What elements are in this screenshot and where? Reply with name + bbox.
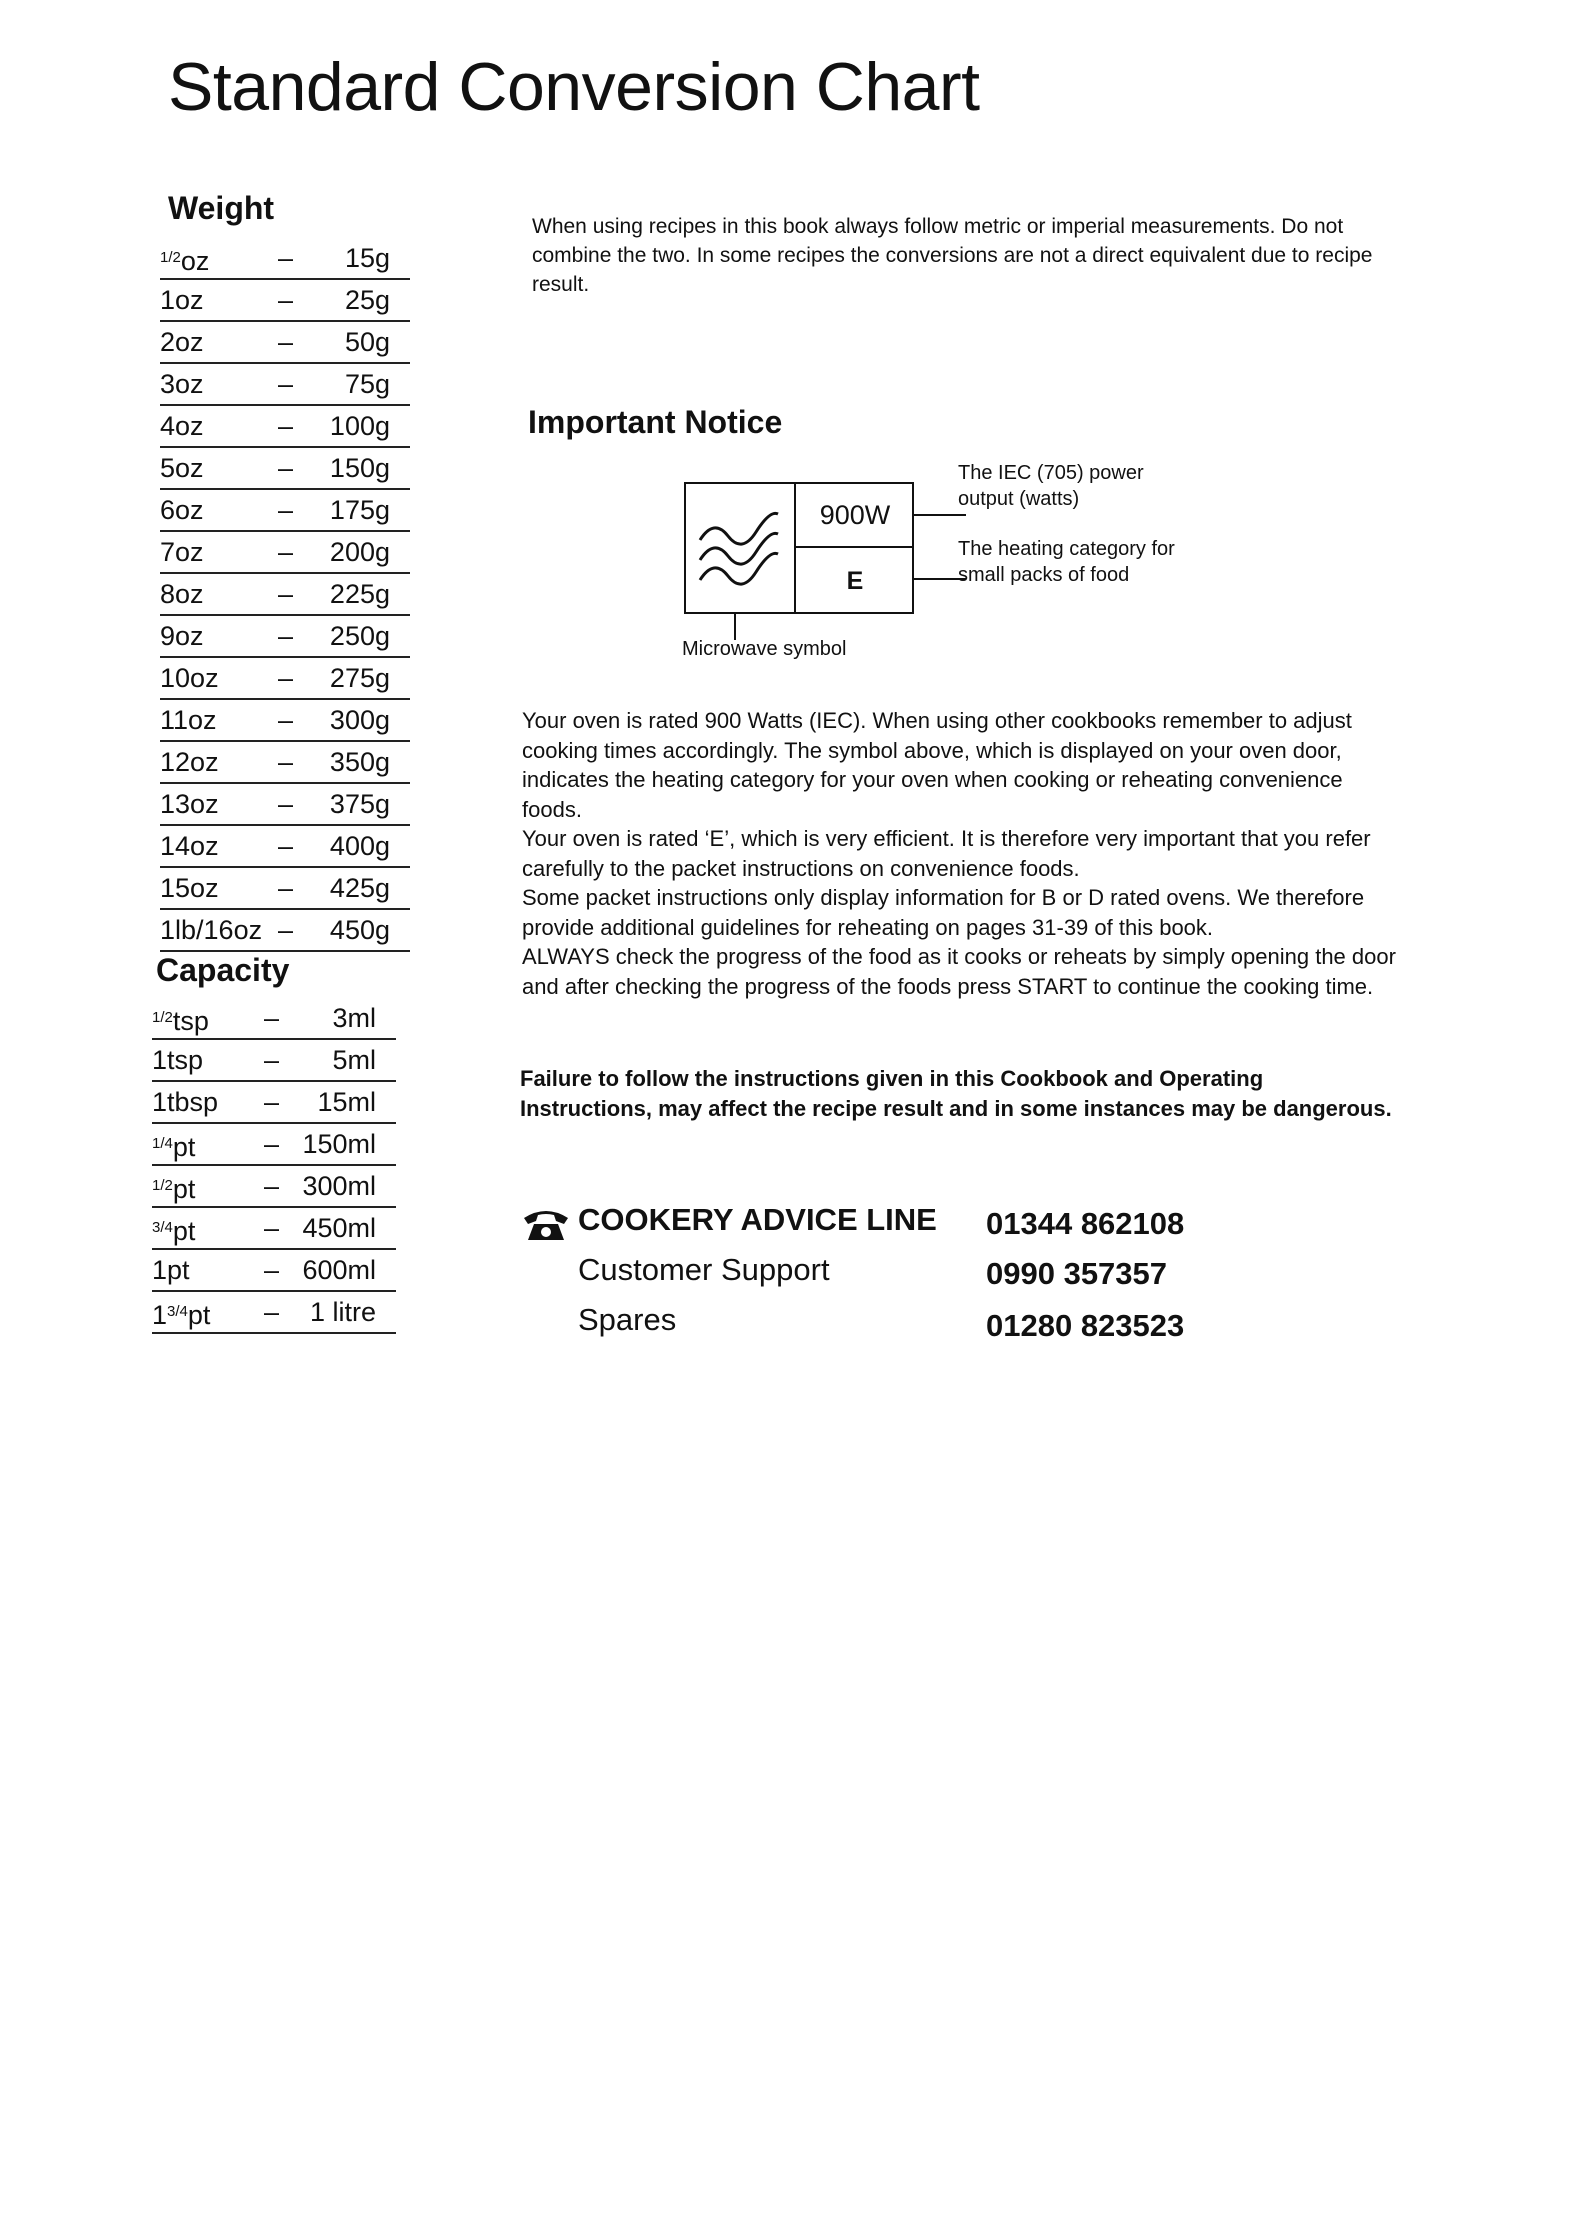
contact-label: Customer Support xyxy=(578,1252,830,1287)
imperial-unit: tsp xyxy=(167,1045,204,1075)
separator-dash: – xyxy=(278,915,294,945)
imperial-unit: oz xyxy=(175,285,204,315)
imperial-unit: oz xyxy=(175,621,204,651)
imperial-unit: oz xyxy=(190,747,219,777)
capacity-heading: Capacity xyxy=(156,952,290,988)
weight-heading: Weight xyxy=(168,190,275,226)
weight-imperial xyxy=(160,238,209,281)
separator-dash: – xyxy=(278,831,294,861)
weight-imperial xyxy=(160,784,219,824)
weight-row xyxy=(160,364,410,406)
imperial-unit: oz xyxy=(175,579,204,609)
contact-label: Spares xyxy=(578,1302,677,1337)
capacity-imperial xyxy=(152,1082,218,1122)
separator-dash: – xyxy=(264,1171,280,1201)
imperial-unit: oz xyxy=(190,831,219,861)
weight-imperial xyxy=(160,826,219,866)
capacity-row xyxy=(152,998,396,1040)
capacity-row xyxy=(152,1208,396,1250)
contact-number: 0990 357357 xyxy=(986,1256,1168,1291)
separator-dash: – xyxy=(278,327,294,357)
imperial-unit: pt xyxy=(172,1216,196,1246)
separator-dash: – xyxy=(278,789,294,819)
imperial-whole: 15 xyxy=(160,873,191,903)
power-pointer xyxy=(914,514,966,516)
heating-category: E xyxy=(846,567,864,595)
weight-row xyxy=(160,868,410,910)
separator-dash: – xyxy=(278,579,294,609)
weight-metric: 150g xyxy=(329,453,390,483)
separator-dash: – xyxy=(278,705,294,735)
weight-row xyxy=(160,826,410,868)
weight-metric: 250g xyxy=(329,621,390,651)
weight-row xyxy=(160,742,410,784)
imperial-whole: 11 xyxy=(160,705,189,735)
weight-metric: 25g xyxy=(344,285,390,315)
imperial-whole: 8 xyxy=(160,579,176,609)
imperial-unit: pt xyxy=(167,1255,190,1285)
capacity-metric: 150ml xyxy=(302,1129,376,1159)
capacity-row xyxy=(152,1250,396,1292)
imperial-unit: oz xyxy=(175,453,204,483)
imperial-fraction: 1/4 xyxy=(152,1135,173,1152)
imperial-whole: 7 xyxy=(160,537,176,567)
capacity-row xyxy=(152,1124,396,1166)
imperial-whole: 6 xyxy=(160,495,176,525)
weight-row xyxy=(160,238,410,280)
capacity-metric: 450ml xyxy=(302,1213,376,1243)
weight-imperial xyxy=(160,742,219,782)
weight-row xyxy=(160,700,410,742)
weight-metric: 225g xyxy=(329,579,390,609)
separator-dash: – xyxy=(278,243,294,273)
weight-imperial xyxy=(160,448,204,488)
capacity-metric: 300ml xyxy=(302,1171,376,1201)
imperial-unit: pt xyxy=(172,1132,196,1162)
imperial-unit: oz xyxy=(175,495,204,525)
capacity-row xyxy=(152,1166,396,1208)
contact-label: COOKERY ADVICE LINE xyxy=(578,1202,937,1237)
imperial-whole: 13 xyxy=(160,789,191,819)
imperial-unit: oz xyxy=(233,915,263,945)
imperial-unit: oz xyxy=(180,246,210,276)
weight-row xyxy=(160,910,410,952)
weight-row xyxy=(160,406,410,448)
imperial-whole: 1 xyxy=(152,1045,168,1075)
warning-text: Failure to follow the instructions given in this Cookbook and Operating Instructions, may affect the recipe result and in some instances may be dangerous. xyxy=(520,1066,1392,1121)
imperial-fraction: 1/2 xyxy=(160,249,181,266)
weight-row xyxy=(160,658,410,700)
separator-dash: – xyxy=(278,453,294,483)
capacity-row xyxy=(152,1040,396,1082)
separator-dash: – xyxy=(278,747,294,777)
imperial-whole: 1 xyxy=(152,1300,168,1330)
capacity-imperial xyxy=(152,1250,190,1290)
weight-imperial xyxy=(160,490,204,530)
weight-metric: 200g xyxy=(329,537,390,567)
weight-row xyxy=(160,532,410,574)
contact-number: 01280 823523 xyxy=(986,1308,1185,1343)
notice-body xyxy=(522,706,1402,1001)
notice-heading: Important Notice xyxy=(528,404,783,440)
weight-row xyxy=(160,574,410,616)
separator-dash: – xyxy=(278,285,294,315)
weight-imperial xyxy=(160,574,204,614)
imperial-unit: pt xyxy=(172,1174,196,1204)
imperial-fraction: 3/4 xyxy=(152,1219,173,1236)
separator-dash: – xyxy=(264,1087,280,1117)
capacity-metric: 5ml xyxy=(332,1045,376,1075)
separator-dash: – xyxy=(278,873,294,903)
separator-dash: – xyxy=(264,1003,280,1033)
imperial-unit: oz xyxy=(190,873,219,903)
weight-imperial xyxy=(160,280,204,320)
weight-metric: 100g xyxy=(329,411,390,441)
capacity-metric: 3ml xyxy=(332,1003,376,1033)
intro-text: When using recipes in this book always follow metric or imperial measurements. Do not combine the two. In some recipes the conversions are not a direct equivalent due to recipe result. xyxy=(532,215,1373,296)
separator-dash: – xyxy=(264,1255,280,1285)
weight-imperial xyxy=(160,532,204,572)
weight-metric: 175g xyxy=(329,495,390,525)
weight-metric: 15g xyxy=(344,243,390,273)
weight-metric: 450g xyxy=(329,915,390,945)
notice-paragraph: Some packet instructions only display information for B or D rated ovens. We therefore provide additional guidelines for reheating on pages 31-39 of this book. xyxy=(522,885,1365,940)
weight-metric: 275g xyxy=(329,663,390,693)
weight-imperial xyxy=(160,406,204,446)
capacity-table xyxy=(152,998,396,1334)
contact-number: 01344 862108 xyxy=(986,1206,1185,1241)
capacity-metric: 600ml xyxy=(302,1255,376,1285)
separator-dash: – xyxy=(278,495,294,525)
imperial-fraction: 3/4 xyxy=(167,1303,188,1320)
weight-imperial xyxy=(160,616,204,656)
imperial-whole: 3 xyxy=(160,369,176,399)
capacity-metric: 1 litre xyxy=(309,1297,376,1327)
weight-row xyxy=(160,280,410,322)
notice-paragraph: ALWAYS check the progress of the food as it cooks or reheats by simply opening the door and after checking the progress of the foods press START to continue the cooking time. xyxy=(522,944,1396,999)
notice-paragraph: Your oven is rated 900 Watts (IEC). When using other cookbooks remember to adjust cooking times accordingly. The symbol above, which is displayed on your oven door, indicates the heating category for your oven when cooking or reheating convenience foods. xyxy=(522,708,1352,822)
separator-dash: – xyxy=(278,621,294,651)
imperial-fraction: 1/2 xyxy=(152,1177,173,1194)
capacity-imperial xyxy=(152,1208,195,1251)
weight-row xyxy=(160,616,410,658)
imperial-unit: oz xyxy=(190,789,219,819)
weight-row xyxy=(160,448,410,490)
weight-metric: 350g xyxy=(329,747,390,777)
symbol-note: Microwave symbol xyxy=(682,638,847,660)
capacity-row xyxy=(152,1292,396,1334)
weight-metric: 400g xyxy=(329,831,390,861)
imperial-unit: oz xyxy=(175,537,204,567)
telephone-icon xyxy=(520,1204,572,1244)
weight-imperial xyxy=(160,658,219,698)
separator-dash: – xyxy=(278,411,294,441)
imperial-unit: oz xyxy=(175,369,204,399)
weight-metric: 375g xyxy=(329,789,390,819)
weight-metric: 50g xyxy=(344,327,390,357)
capacity-row xyxy=(152,1082,396,1124)
imperial-whole: 2 xyxy=(160,327,176,357)
imperial-whole: 9 xyxy=(160,621,176,651)
weight-metric: 75g xyxy=(344,369,390,399)
category-note: The heating category for small packs of food xyxy=(958,538,1175,586)
imperial-whole: 1 xyxy=(152,1255,168,1285)
imperial-whole: 10 xyxy=(160,663,191,693)
imperial-whole: 14 xyxy=(160,831,191,861)
imperial-whole: 12 xyxy=(160,747,191,777)
imperial-unit: pt xyxy=(187,1300,211,1330)
weight-row xyxy=(160,784,410,826)
imperial-whole: 1lb/16 xyxy=(160,915,234,945)
imperial-unit: oz xyxy=(175,327,204,357)
weight-table xyxy=(160,238,410,952)
imperial-whole: 4 xyxy=(160,411,176,441)
imperial-unit: oz xyxy=(188,705,217,735)
notice-paragraph: Your oven is rated ‘E’, which is very efficient. It is therefore very important that you refer carefully to the packet instructions on convenience foods. xyxy=(522,826,1371,881)
weight-row xyxy=(160,490,410,532)
capacity-imperial xyxy=(152,998,209,1041)
separator-dash: – xyxy=(264,1297,280,1327)
power-rating: 900W xyxy=(819,500,891,530)
capacity-imperial xyxy=(152,1040,203,1080)
separator-dash: – xyxy=(264,1129,280,1159)
imperial-unit: tbsp xyxy=(167,1087,219,1117)
weight-metric: 300g xyxy=(329,705,390,735)
microwave-waves-icon xyxy=(694,496,784,606)
imperial-unit: oz xyxy=(190,663,219,693)
page-title: Standard Conversion Chart xyxy=(168,49,980,125)
weight-imperial xyxy=(160,868,219,908)
imperial-whole: 1 xyxy=(152,1087,168,1117)
separator-dash: – xyxy=(264,1213,280,1243)
weight-imperial xyxy=(160,910,262,950)
weight-row xyxy=(160,322,410,364)
capacity-imperial xyxy=(152,1124,195,1167)
weight-imperial xyxy=(160,364,204,404)
imperial-fraction: 1/2 xyxy=(152,1009,173,1026)
imperial-unit: tsp xyxy=(172,1006,209,1036)
weight-imperial xyxy=(160,322,204,362)
separator-dash: – xyxy=(278,369,294,399)
capacity-imperial xyxy=(152,1292,210,1335)
separator-dash: – xyxy=(278,663,294,693)
separator-dash: – xyxy=(278,537,294,567)
weight-metric: 425g xyxy=(329,873,390,903)
imperial-unit: oz xyxy=(175,411,204,441)
separator-dash: – xyxy=(264,1045,280,1075)
imperial-whole: 1 xyxy=(160,285,176,315)
weight-imperial xyxy=(160,700,217,740)
imperial-whole: 5 xyxy=(160,453,176,483)
capacity-imperial xyxy=(152,1166,195,1209)
power-note: The IEC (705) power output (watts) xyxy=(958,462,1144,510)
capacity-metric: 15ml xyxy=(317,1087,376,1117)
